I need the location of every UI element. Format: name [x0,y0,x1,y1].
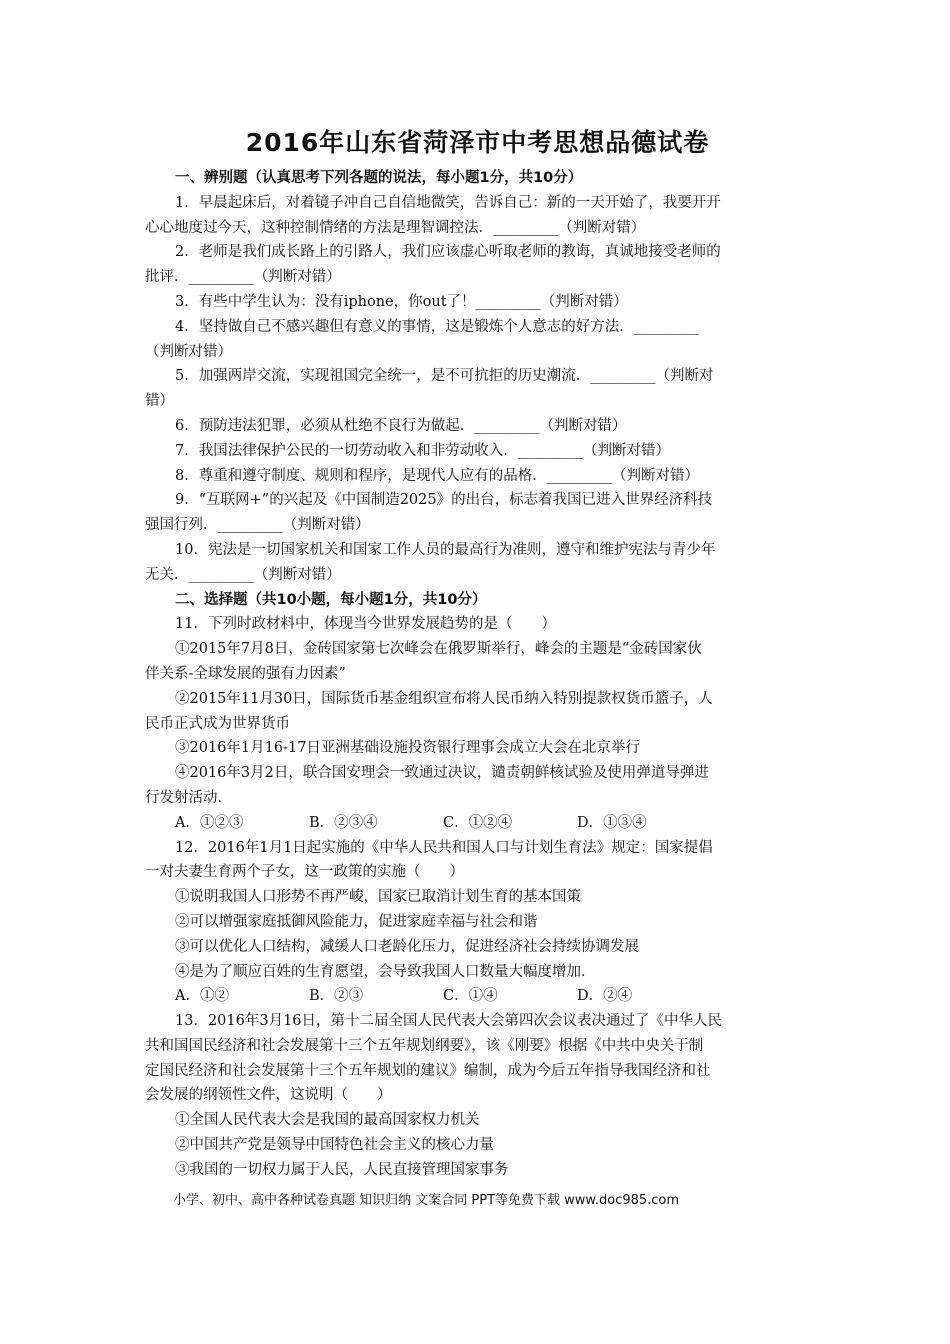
q11-option-c: C．①②④ [443,814,513,831]
q5-line2: 错） [145,393,174,410]
q2-line1: 2．老师是我们成长路上的引路人，我们应该虚心听取老师的教诲，真诚地接受老师的 [175,244,721,261]
q10-line1: 10．宪法是一切国家机关和国家工作人员的最高行为准则，遵守和维护宪法与青少年 [175,541,716,558]
q12-item4: ④是为了顺应百姓的生育愿望，会导致我国人口数量大幅度增加． [175,963,596,980]
q13-item2: ②中国共产党是领导中国特色社会主义的核心力量 [175,1137,494,1154]
page-footer: 小学、初中、高中各种试卷真题 知识归纳 文案合同 PPT等免费下载 www.doc985.com [173,1193,680,1208]
q2-line2: 批评．_________（判断对错） [145,269,341,286]
q12-option-c: C．①④ [443,988,498,1005]
q11-option-d: D．①③④ [577,814,647,831]
q5-line1: 5．加强两岸交流，实现祖国完全统一，是不可抗拒的历史潮流．_________（判断对 [175,368,714,385]
page-title: 2016年山东省菏泽市中考思想品德试卷 [245,128,710,157]
q10-line2: 无关．_________（判断对错） [145,566,341,583]
q11-item1-line2: 伴关系-全球发展的强有力因素” [145,665,346,682]
q12-option-b: B．②③ [309,988,364,1005]
q11-item4-line1: ④2016年3月2日，联合国安理会一致通过决议，谴责朝鲜核试验及使用弹道导弹进 [175,765,709,782]
q1-line2: 心心地度过今天，这种控制情绪的方法是理智调控法．_________（判断对错） [145,219,646,236]
q11-item2-line1: ②2015年11月30日，国际货币基金组织宣布将人民币纳入特别提款权货币篮子，人 [175,690,713,707]
section2-heading: 二、选择题（共10小题，每小题1分，共10分） [175,591,487,608]
q11-item1-line1: ①2015年7月8日，金砖国家第七次峰会在俄罗斯举行，峰会的主题是“金砖国家伙 [175,641,702,658]
q9-line2: 强国行列．_________（判断对错） [145,517,370,534]
q4-line2: （判断对错） [145,343,232,360]
q13-item3: ③我国的一切权力属于人民，人民直接管理国家事务 [175,1161,509,1178]
q12-stem-line1: 12．2016年1月1日起实施的《中华人民共和国人口与计划生育法》规定：国家提倡 [175,839,713,856]
q11-item4-line2: 行发射活动． [145,789,232,806]
q9-line1: 9．“互联网+”的兴起及《中国制造2025》的出台，标志着我国已进入世界经济科技 [175,492,713,509]
exam-page [145,128,810,1183]
q11-options [145,811,810,836]
q7-line1: 7．我国法律保护公民的一切劳动收入和非劳动收入．_________（判断对错） [175,442,670,459]
q1-line1: 1．早晨起床后，对着镜子冲自己自信地微笑，告诉自己：新的一天开始了，我要开开 [175,194,721,211]
section1-heading: 一、辨别题（认真思考下列各题的说法，每小题1分，共10分） [175,170,583,186]
q13-stem-line4: 会发展的纲领性文件，这说明（ ） [145,1087,392,1104]
q12-option-d: D．②④ [577,988,633,1005]
q4-line1: 4．坚持做自己不感兴趣但有意义的事情，这是锻炼个人意志的好方法．_________ [175,318,699,335]
q11-item3-line1: ③2016年1月16-17日亚洲基础设施投资银行理事会成立大会在北京举行 [175,740,640,757]
q12-stem-line2: 一对夫妻生育两个子女，这一政策的实施（ ） [145,864,464,881]
q12-item1: ①说明我国人口形势不再严峻，国家已取消计划生育的基本国策 [175,889,581,906]
q13-stem-line1: 13．2016年3月16日，第十二届全国人民代表大会第四次会议表决通过了《中华人民 [175,1013,723,1030]
q3-line1: 3．有些中学生认为：没有iphone，你out了！_________（判断对错） [175,293,628,310]
q11-option-b: B．②③④ [309,814,378,831]
q13-stem-line3: 定国民经济和社会发展第十三个五年规划的建议》编制，成为今后五年指导我国经济和社 [145,1062,711,1079]
q11-item2-line2: 民币正式成为世界货币 [145,715,290,732]
q12-item3: ③可以优化人口结构，减缓人口老龄化压力，促进经济社会持续协调发展 [175,938,639,955]
q13-stem-line2: 共和国国民经济和社会发展第十三个五年规划纲要》，该《刚要》根据《中共中央关于制 [145,1037,704,1054]
q8-line1: 8．尊重和遵守制度、规则和程序，是现代人应有的品格．_________（判断对错） [175,467,699,484]
q12-options [145,984,810,1009]
q6-line1: 6．预防违法犯罪，必须从杜绝不良行为做起．_________（判断对错） [175,417,627,434]
q12-option-a: A．①② [175,988,229,1005]
q12-item2: ②可以增强家庭抵御风险能力，促进家庭幸福与社会和谐 [175,913,538,930]
q13-item1: ①全国人民代表大会是我国的最高国家权力机关 [175,1112,480,1129]
q11-option-a: A．①②③ [175,814,244,831]
q11-stem: 11．下列时政材料中，体现当今世界发展趋势的是（ ） [175,616,556,633]
